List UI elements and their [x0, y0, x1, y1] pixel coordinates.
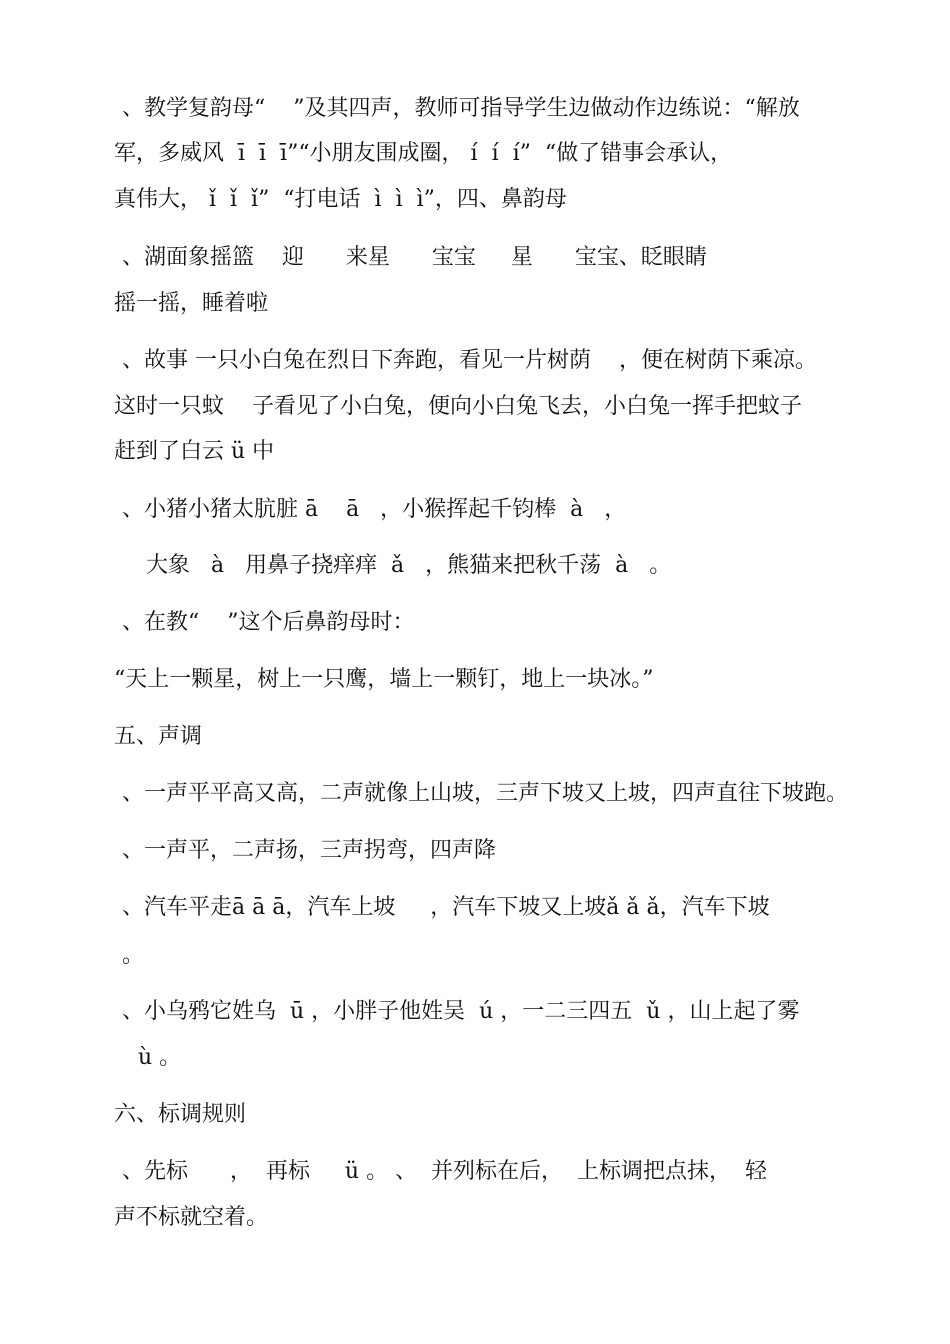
text-line: 、一声平，二声扬，三声拐弯，四声降	[122, 838, 497, 863]
text-line: ù 。	[138, 1045, 182, 1070]
text-line: 摇一摇，睡着啦	[114, 291, 269, 316]
text-line: 、湖面象摇篮 迎 来星 宝宝 星 宝宝、眨眼睛	[122, 245, 707, 270]
text-line: 真伟大， ǐ ǐ ǐ” “打电话 ì ì ì”，四、鼻韵母	[114, 187, 567, 212]
text-line: 、教学复韵母“ ”及其四声，教师可指导学生边做动作边练说：“解放	[122, 96, 800, 121]
section-heading: 六、标调规则	[114, 1102, 247, 1127]
text-line: 这时一只蚊 子看见了小白兔，便向小白兔飞去，小白兔一挥手把蚊子	[114, 394, 802, 419]
text-line: 。	[122, 943, 145, 968]
text-line: 声不标就空着。	[114, 1205, 269, 1230]
text-line: 、汽车平走ā ā ā，汽车上坡 ，汽车下坡又上坡ǎ ǎ ǎ，汽车下坡	[122, 895, 770, 920]
text-line: 军，多威风 ī ī ī”“小朋友围成圈， í í í” “做了错事会承认，	[114, 141, 733, 166]
text-line: 、小乌鸦它姓乌 ū ，小胖子他姓吴 ú ，一二三四五 ǔ ，山上起了雾	[122, 999, 800, 1024]
text-line: 、一声平平高又高，二声就像上山坡，三声下坡又上坡，四声直往下坡跑。	[122, 781, 849, 806]
text-line: 赶到了白云 ü 中	[114, 439, 275, 464]
text-line: 、在教“ ”这个后鼻韵母时：	[122, 610, 415, 635]
text-line: “天上一颗星，树上一只鹰，墙上一颗钉，地上一块冰。”	[114, 667, 654, 692]
section-heading: 五、声调	[114, 724, 203, 749]
text-line: 、先标 ， 再标 ü 。 、 并列标在后， 上标调把点抹， 轻	[122, 1159, 768, 1184]
text-line: 、故事 一只小白兔在烈日下奔跑，看见一片树荫 ，便在树荫下乘凉。	[122, 348, 817, 373]
text-line: 大象 à 用鼻子挠痒痒 ǎ ，熊猫来把秋千荡 à 。	[146, 553, 672, 578]
text-line: 、小猪小猪太肮脏 ā ā ，小猴挥起千钧棒 à ，	[122, 497, 627, 522]
